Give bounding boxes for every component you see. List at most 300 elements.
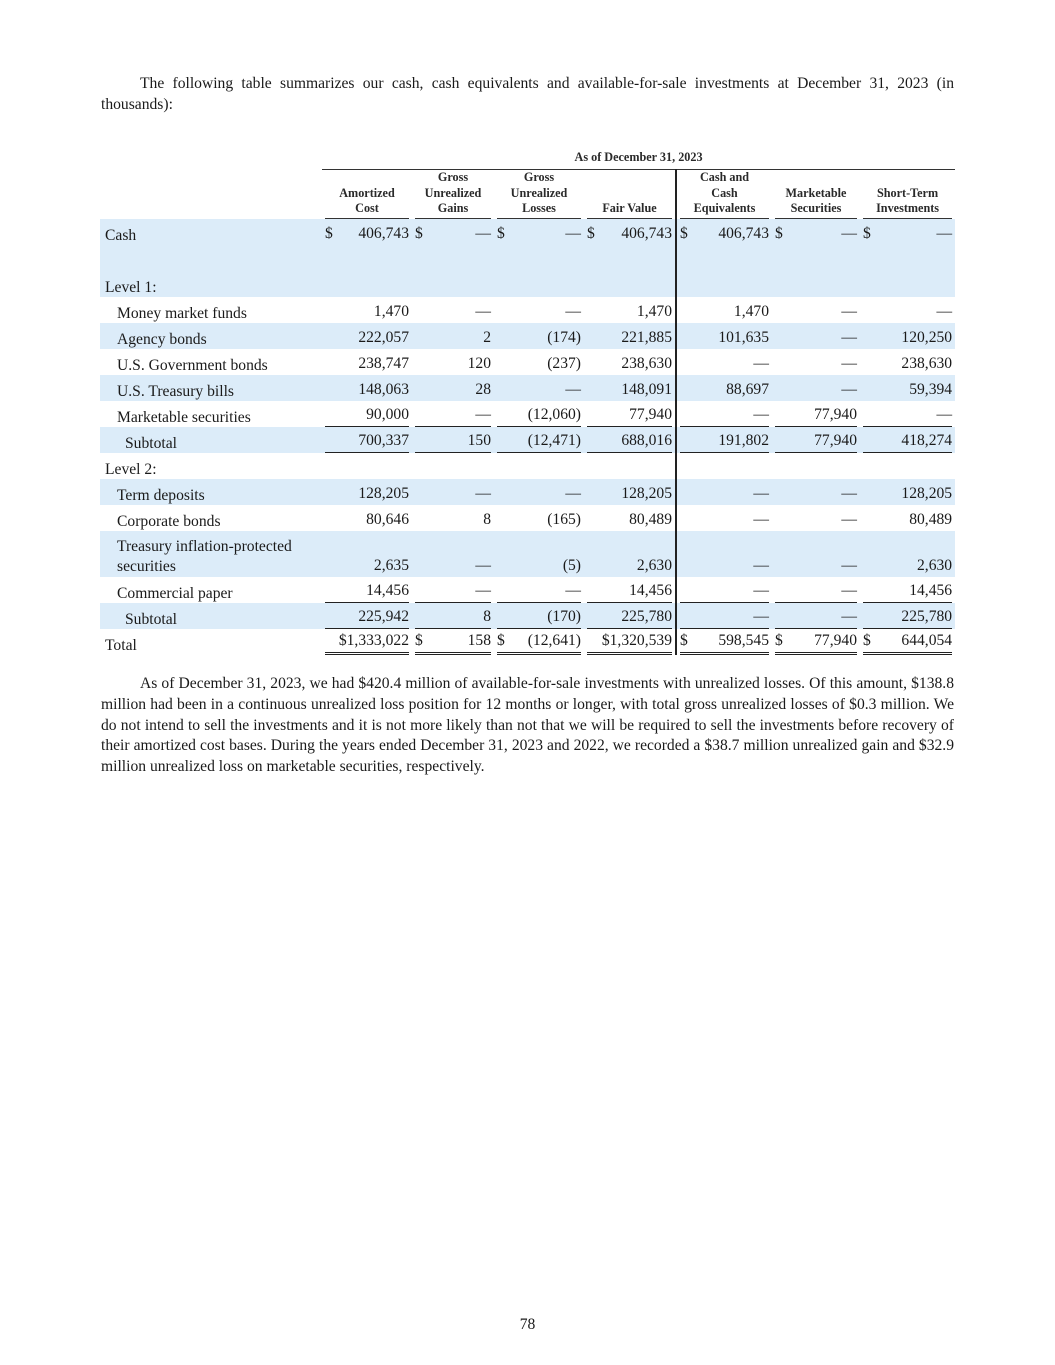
table-cell	[772, 297, 860, 323]
cell-content	[325, 303, 409, 323]
table-cell	[412, 349, 494, 375]
cell-value: —	[753, 556, 769, 574]
table-cell	[860, 479, 955, 505]
cell-content	[415, 329, 491, 349]
cell-value: —	[565, 484, 581, 502]
column-header-line: Unrealized	[510, 185, 568, 200]
table-cell	[494, 297, 584, 323]
cell-content	[415, 632, 491, 655]
cell-value: 1,470	[636, 302, 672, 320]
cell-value: 77,940	[629, 405, 672, 423]
cell-content	[415, 303, 491, 323]
cell-content	[325, 485, 409, 505]
column-header-line: Investments	[876, 201, 940, 216]
cell-content	[415, 355, 491, 375]
table-cell	[322, 577, 412, 603]
table-cell	[322, 245, 412, 271]
cell-content	[325, 511, 409, 531]
table-cell	[412, 297, 494, 323]
column-header-line: Gross	[523, 170, 555, 184]
table-cell	[860, 349, 955, 375]
cell-value: —	[753, 510, 769, 528]
row-label: Total	[105, 636, 137, 654]
table-row	[100, 349, 955, 375]
table-cell	[584, 375, 676, 401]
table-cell	[412, 375, 494, 401]
cell-value: 598,545	[718, 631, 769, 649]
table-cell	[676, 323, 772, 349]
table-cell	[322, 349, 412, 375]
table-cell	[584, 271, 676, 297]
cell-content	[775, 225, 857, 245]
dollar-sign: $	[587, 224, 595, 242]
table-cell	[412, 323, 494, 349]
cell-value: —	[936, 224, 953, 242]
table-cell	[676, 505, 772, 531]
cell-value: 88,697	[726, 380, 769, 398]
column-header-line: Cost	[355, 201, 379, 216]
investments-table	[100, 140, 955, 655]
table-cell	[322, 427, 412, 453]
table-cell	[860, 505, 955, 531]
cell-value: —	[841, 224, 857, 242]
table-cell	[584, 479, 676, 505]
table-cell	[494, 219, 584, 245]
cell-content	[863, 511, 952, 531]
table-cell	[322, 453, 412, 479]
cell-value: 221,885	[621, 328, 672, 346]
cell-content	[325, 355, 409, 375]
cell-value: 238,630	[901, 354, 953, 372]
table-cell	[584, 629, 676, 655]
cell-value: $1,333,022	[338, 631, 409, 649]
dollar-sign: $	[863, 224, 871, 242]
cell-value: 225,942	[358, 607, 409, 625]
column-header-line: Cash	[711, 185, 738, 200]
cell-value: 8	[483, 607, 491, 625]
cell-content	[863, 582, 952, 603]
header-blank	[100, 170, 322, 219]
cell-value: 80,646	[366, 510, 409, 528]
cell-value: 14,456	[909, 581, 953, 599]
table-cell	[860, 453, 955, 479]
cell-content	[775, 303, 857, 323]
table-row	[100, 577, 955, 603]
cell-value: 120,250	[901, 328, 953, 346]
cell-value: —	[841, 556, 857, 574]
cell-value: —	[753, 354, 769, 372]
table-cell	[860, 297, 955, 323]
cell-value: 80,489	[629, 510, 672, 528]
table-cell	[676, 219, 772, 245]
table-cell	[772, 349, 860, 375]
table-cell	[412, 505, 494, 531]
cell-content	[325, 329, 409, 349]
cell-content	[863, 485, 952, 505]
cell-value: 128,205	[901, 484, 953, 502]
table-cell	[676, 427, 772, 453]
column-header-line: Marketable	[785, 185, 847, 200]
cell-value: 644,054	[901, 631, 953, 649]
cell-content	[497, 511, 581, 531]
intro-text: The following table summarizes our cash, cash equivalents and available-for-sale investments at December 31, 2023 (in thousands):	[101, 75, 954, 113]
cell-content	[680, 632, 769, 655]
cell-value: —	[841, 607, 857, 625]
table-cell	[676, 603, 772, 629]
table-cell	[322, 271, 412, 297]
table-cell	[412, 479, 494, 505]
table-cell	[412, 245, 494, 271]
cell-value: 128,205	[358, 484, 409, 502]
table-cell	[860, 219, 955, 245]
cell-value: 148,091	[621, 380, 672, 398]
table-cell	[860, 603, 955, 629]
table-cell	[322, 297, 412, 323]
table-cell	[494, 505, 584, 531]
cell-content	[680, 608, 769, 629]
cell-value: 225,780	[621, 607, 672, 625]
cell-content	[680, 557, 769, 577]
table-cell	[860, 401, 955, 427]
table-cell	[494, 401, 584, 427]
cell-content	[415, 608, 491, 629]
cell-content	[680, 381, 769, 401]
cell-content	[497, 355, 581, 375]
table-cell	[860, 271, 955, 297]
row-label: U.S. Government bonds	[117, 356, 268, 374]
table-cell	[322, 603, 412, 629]
table-cell	[494, 531, 584, 577]
dollar-sign: $	[415, 631, 423, 649]
cell-value: (12,471)	[527, 431, 581, 449]
cell-content	[497, 303, 581, 323]
cell-content	[587, 381, 672, 401]
cell-content	[680, 406, 769, 427]
row-label: Money market funds	[117, 304, 247, 322]
table-cell	[494, 603, 584, 629]
cell-value: 2,630	[917, 556, 953, 574]
cell-content	[775, 355, 857, 375]
cell-content	[325, 225, 409, 245]
table-row	[100, 479, 955, 505]
table-cell	[772, 505, 860, 531]
cell-content	[497, 632, 581, 655]
table-cell	[676, 297, 772, 323]
cell-value: 2	[483, 328, 491, 346]
table-cell	[676, 577, 772, 603]
table-cell	[494, 271, 584, 297]
table-cell	[584, 219, 676, 245]
table-cell	[676, 271, 772, 297]
cell-value: 688,016	[621, 431, 672, 449]
cell-value: 238,747	[358, 354, 409, 372]
cell-content	[497, 582, 581, 603]
table-cell	[412, 577, 494, 603]
cell-value: 418,274	[901, 431, 953, 449]
cell-content	[680, 303, 769, 323]
row-label: Treasury inflation-protected securities	[100, 531, 322, 577]
cell-content	[497, 557, 581, 577]
table-row	[100, 453, 955, 479]
cell-content	[587, 557, 672, 577]
cell-content	[775, 432, 857, 453]
column-header-line: Short-Term	[876, 185, 939, 200]
cell-value: —	[753, 484, 769, 502]
table-cell	[494, 629, 584, 655]
cell-value: 14,456	[366, 581, 409, 599]
table-row	[100, 245, 955, 271]
table-cell	[494, 245, 584, 271]
cell-content	[415, 225, 491, 245]
cell-content	[587, 432, 672, 453]
cell-content	[587, 303, 672, 323]
table-cell	[584, 505, 676, 531]
cell-value: —	[475, 224, 491, 242]
cell-value: 90,000	[366, 405, 409, 423]
cell-content	[863, 632, 952, 655]
cell-content	[415, 582, 491, 603]
cell-content	[775, 381, 857, 401]
table-cell	[772, 629, 860, 655]
cell-value: —	[475, 302, 491, 320]
column-header	[412, 170, 494, 219]
cell-content	[863, 329, 952, 349]
row-label: Cash	[100, 219, 322, 245]
table-cell	[860, 577, 955, 603]
header-span-row	[100, 140, 955, 170]
cell-content	[587, 355, 672, 375]
table-cell	[860, 323, 955, 349]
table-row	[100, 629, 955, 655]
column-header-line: Unrealized	[424, 185, 482, 200]
cell-value: —	[565, 581, 581, 599]
cell-content	[415, 485, 491, 505]
table-cell	[494, 427, 584, 453]
cell-value: —	[565, 302, 581, 320]
cell-content	[325, 557, 409, 577]
cell-value: 101,635	[718, 328, 769, 346]
table-row	[100, 531, 955, 577]
cell-content	[325, 381, 409, 401]
cell-content	[325, 608, 409, 629]
table-cell	[676, 401, 772, 427]
table-cell	[676, 453, 772, 479]
cell-value: —	[936, 405, 953, 423]
cell-content	[863, 303, 952, 323]
dollar-sign: $	[497, 224, 505, 242]
row-label: Corporate bonds	[117, 512, 221, 530]
cell-value: —	[841, 328, 857, 346]
cell-value: 120	[467, 354, 491, 372]
table-cell	[772, 271, 860, 297]
cell-value: —	[936, 302, 953, 320]
cell-value: —	[753, 581, 769, 599]
cell-content	[587, 632, 672, 655]
cell-content	[775, 406, 857, 427]
cell-content	[497, 381, 581, 401]
dollar-sign: $	[415, 224, 423, 242]
cell-value: (165)	[547, 510, 581, 528]
cell-value: 2,635	[373, 556, 409, 574]
table-cell	[494, 453, 584, 479]
cell-content	[863, 406, 952, 427]
table-cell	[584, 427, 676, 453]
cell-value: 700,337	[358, 431, 409, 449]
cell-content	[775, 511, 857, 531]
column-header	[494, 170, 584, 219]
table-row	[100, 271, 955, 297]
table-cell	[860, 629, 955, 655]
table-cell	[772, 479, 860, 505]
cell-content	[775, 582, 857, 603]
table-cell	[860, 531, 955, 577]
cell-content	[680, 485, 769, 505]
cell-value: 225,780	[901, 607, 953, 625]
cell-content	[497, 608, 581, 629]
row-label: Level 1:	[100, 271, 322, 297]
table-cell	[412, 427, 494, 453]
column-header	[772, 170, 860, 219]
row-label: Level 2:	[105, 460, 157, 478]
cell-content	[680, 582, 769, 603]
cell-value: (174)	[547, 328, 581, 346]
cell-content	[587, 406, 672, 427]
table-cell	[772, 323, 860, 349]
column-header-line: Amortized	[339, 185, 395, 200]
cell-content	[587, 329, 672, 349]
row-label: U.S. Treasury bills	[100, 375, 322, 401]
dollar-sign: $	[863, 631, 871, 649]
dollar-sign: $	[680, 224, 688, 242]
table-cell	[676, 375, 772, 401]
cell-value: 158	[467, 631, 491, 649]
cell-value: 406,743	[718, 224, 769, 242]
cell-value: 59,394	[909, 380, 953, 398]
dollar-sign: $	[775, 631, 783, 649]
table-cell	[676, 245, 772, 271]
cell-value: 148,063	[358, 380, 409, 398]
column-header-line: Gross	[437, 170, 469, 184]
table-cell	[584, 323, 676, 349]
dollar-sign: $	[680, 631, 688, 649]
table-cell	[584, 349, 676, 375]
table-cell	[322, 531, 412, 577]
cell-value: (5)	[562, 556, 581, 574]
table-cell	[322, 219, 412, 245]
table-row	[100, 297, 955, 323]
cell-content	[497, 329, 581, 349]
table-cell	[322, 629, 412, 655]
closing-paragraph	[101, 674, 954, 778]
row-label: Marketable securities	[117, 408, 251, 426]
cell-content	[680, 225, 769, 245]
table-row	[100, 219, 955, 245]
cell-value: —	[475, 556, 491, 574]
cell-value: 150	[467, 431, 491, 449]
cell-value: (12,060)	[527, 405, 581, 423]
span-header: As of December 31, 2023	[322, 140, 955, 170]
cell-content	[680, 329, 769, 349]
cell-value: $1,320,539	[601, 631, 672, 649]
column-header-line: Securities	[790, 201, 842, 216]
cell-value: —	[475, 581, 491, 599]
cell-content	[415, 511, 491, 531]
cell-value: 8	[483, 510, 491, 528]
cell-value: —	[753, 607, 769, 625]
cell-content	[497, 485, 581, 505]
table-cell	[412, 271, 494, 297]
table-cell	[412, 401, 494, 427]
table-cell	[584, 401, 676, 427]
cell-value: —	[841, 581, 857, 599]
cell-value: 14,456	[629, 581, 672, 599]
table-cell	[772, 603, 860, 629]
table-cell	[322, 323, 412, 349]
table-cell	[494, 479, 584, 505]
cell-content	[325, 632, 409, 655]
cell-content	[415, 406, 491, 427]
cell-content	[863, 381, 952, 401]
cell-content	[863, 557, 952, 577]
table-row	[100, 375, 955, 401]
cell-value: 28	[475, 380, 491, 398]
cell-content	[325, 582, 409, 603]
table-cell	[584, 531, 676, 577]
cell-value: —	[475, 484, 491, 502]
cell-content	[863, 355, 952, 375]
cell-content	[415, 432, 491, 453]
cell-content	[775, 557, 857, 577]
table-cell	[412, 219, 494, 245]
cell-value: (12,641)	[527, 631, 581, 649]
cell-value: 128,205	[621, 484, 672, 502]
table-cell	[494, 577, 584, 603]
cell-value: —	[753, 405, 769, 423]
table-cell	[860, 245, 955, 271]
table-row	[100, 401, 955, 427]
cell-content	[775, 329, 857, 349]
cell-value: 222,057	[358, 328, 409, 346]
cell-content	[415, 557, 491, 577]
table-row	[100, 505, 955, 531]
table-cell	[772, 245, 860, 271]
table-cell	[584, 245, 676, 271]
table-row	[100, 323, 955, 349]
table-cell	[584, 603, 676, 629]
cell-value: 238,630	[621, 354, 672, 372]
column-header-line: Equivalents	[693, 201, 756, 216]
cell-value: —	[841, 510, 857, 528]
cell-value: (170)	[547, 607, 581, 625]
table-cell	[860, 375, 955, 401]
table-cell	[772, 453, 860, 479]
dollar-sign: $	[325, 224, 333, 242]
cell-content	[497, 225, 581, 245]
table-cell	[412, 531, 494, 577]
cell-content	[587, 582, 672, 603]
cell-value: —	[565, 380, 581, 398]
cell-content	[587, 608, 672, 629]
table-cell	[322, 505, 412, 531]
table-cell	[322, 401, 412, 427]
table-cell	[412, 453, 494, 479]
table-cell	[412, 629, 494, 655]
cell-value: 406,743	[621, 224, 672, 242]
row-label: Subtotal	[100, 603, 322, 629]
table-row	[100, 603, 955, 629]
column-header-line: Losses	[522, 201, 556, 216]
header-blank	[100, 140, 322, 170]
